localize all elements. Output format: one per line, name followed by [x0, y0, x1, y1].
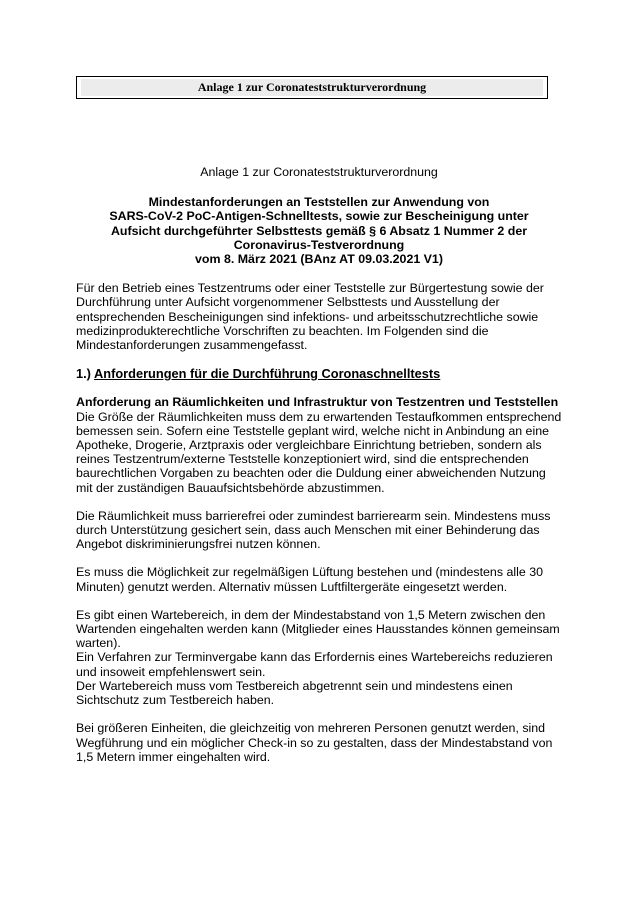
paragraph: Ein Verfahren zur Terminvergabe kann das Erfordernis eines Wartebereichs reduzieren und insoweit empfehlenswert sein. [76, 650, 553, 679]
paragraph: Die Räumlichkeit muss barrierefrei oder zumindest barrierearm sein. Mindestens muss durch Unterstützung gesichert sein, dass auch Menschen mit einer Behinderung das Angebot diskriminierungsfrei nutzen können. [76, 508, 551, 552]
title-line: SARS-CoV-2 PoC-Antigen-Schnelltests, sowie zur Bescheinigung unter [109, 209, 529, 224]
title-line: Coronavirus-Testverordnung [233, 237, 405, 252]
intro-paragraph: Für den Betrieb eines Testzentrums oder einer Teststelle zur Bürgertestung sowie der Durchführung unter Aufsicht vorgenommener Selbsttests und Ausstellung der entsprechenden Bescheinigungen sind infektions- und arbeitsschutzrechtliche sowie medizinprodukterechtliche Vorschriften zu beachten. Im Folgenden sind die Mindestanforderungen zusammengefasst. [76, 281, 544, 353]
paragraph: Es gibt einen Wartebereich, in dem der Mindestabstand von 1,5 Metern zwischen den Wartenden eingehalten werden kann (Mitglieder eines Hausstandes können gemeinsam warten). [76, 607, 560, 651]
waiting-area-block [76, 608, 562, 707]
title-line: Aufsicht durchgeführter Selbsttests gemäß § 6 Absatz 1 Nummer 2 der [110, 223, 528, 238]
subheading: Anforderung an Räumlichkeiten und Infrastruktur von Testzentren und Teststellen [76, 395, 559, 410]
header-title: Anlage 1 zur Coronateststrukturverordnung [81, 79, 543, 96]
paragraph: Die Größe der Räumlichkeiten muss dem zu erwartenden Testaufkommen entsprechend bemessen sein. Sofern eine Teststelle geplant wird, welche nicht in Anbindung an eine Apotheke, Drogerie, Arztpraxis oder vergleichbare Einrichtung betrieben, sondern als reines Testzentrum/externe Teststelle konzeptioniert wird, sind die entsprechenden baurechtlichen Vorgaben zu beachten oder die Duldung einer abweichenden Nutzung mit der zuständigen Bauaufsichtsbehörde abzustimmen. [76, 409, 562, 495]
document-title [76, 195, 562, 266]
paragraph: Es muss die Möglichkeit zur regelmäßigen Lüftung bestehen und (mindestens alle 30 Minuten) genutzt werden. Alternativ müssen Luftfiltergeräte eingesetzt werden. [76, 565, 543, 594]
paragraph: Bei größeren Einheiten, die gleichzeitig von mehreren Personen genutzt werden, sind Wegführung und ein möglicher Check-in so zu gestalten, dass der Mindestabstand von 1,5 Metern immer eingehalten wird. [76, 721, 553, 764]
paragraph: Der Wartebereich muss vom Testbereich abgetrennt sein und mindestens einen Sichtschutz zum Testbereich haben. [76, 678, 513, 708]
requirements-block [76, 395, 562, 494]
title-line: Mindestanforderungen an Teststellen zur Anwendung von [148, 195, 490, 210]
header-box [76, 76, 548, 99]
title-line: vom 8. März 2021 (BAnz AT 09.03.2021 V1) [195, 252, 443, 267]
section-heading [76, 367, 562, 381]
section-title: Anforderungen für die Durchführung Coronaschnelltests [94, 366, 441, 382]
document-subtitle: Anlage 1 zur Coronateststrukturverordnung [200, 165, 438, 179]
document-body [76, 165, 562, 778]
section-number: 1.) [76, 366, 91, 382]
